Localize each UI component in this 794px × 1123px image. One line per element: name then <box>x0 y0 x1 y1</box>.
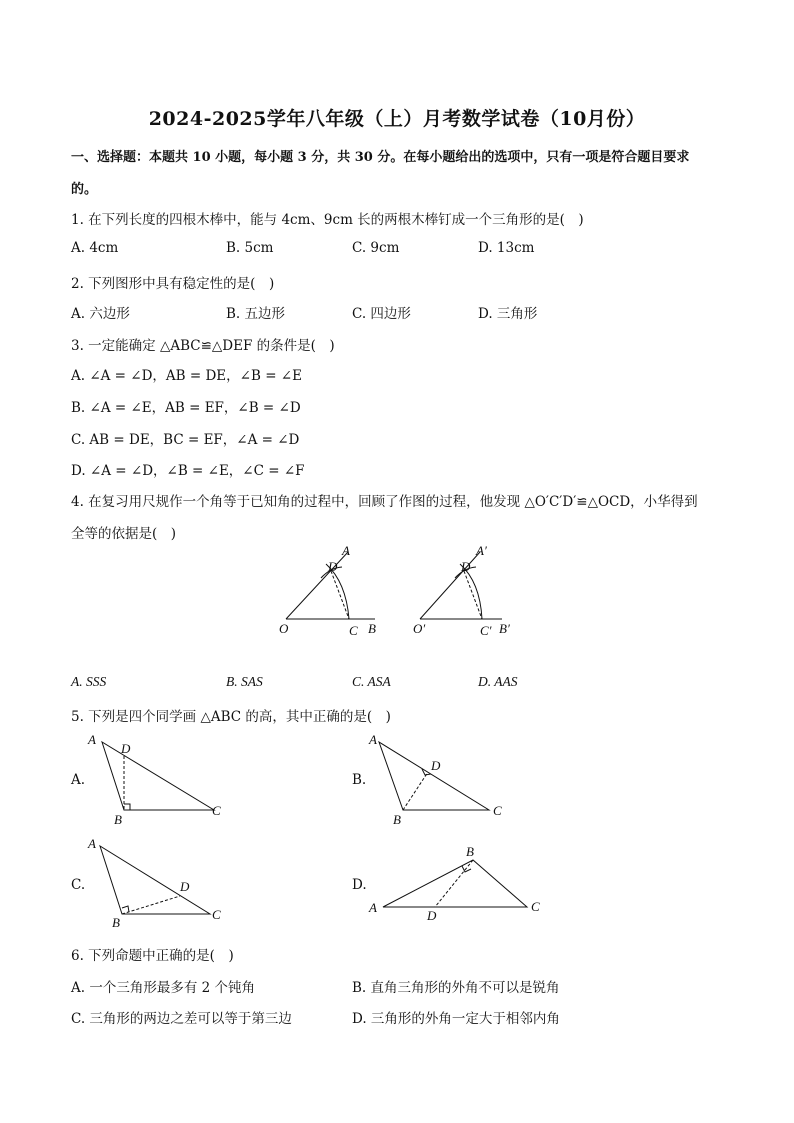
q3-stem: 3. 一定能确定 △ABC≌△DEF 的条件是( ) <box>71 338 335 354</box>
q2-option-a[interactable]: A. 六边形 <box>71 306 130 322</box>
q6-option-d[interactable]: D. 三角形的外角一定大于相邻内角 <box>352 1011 560 1027</box>
label-d: D <box>121 741 131 756</box>
label-a: A <box>88 732 96 747</box>
label-b: B <box>112 915 120 930</box>
q4-figure-left <box>279 543 376 638</box>
section-header-line2: 的。 <box>71 182 98 197</box>
q5-stem: 5. 下列是四个同学画 △ABC 的高，其中正确的是( ) <box>71 709 391 725</box>
label-b: B <box>466 844 474 859</box>
label-b-prime: B′ <box>499 621 510 636</box>
triangle-abc <box>379 742 489 810</box>
altitude-bd <box>403 772 428 810</box>
ray-oa <box>286 552 348 619</box>
label-a: A <box>369 900 377 915</box>
q3-option-a[interactable]: A. ∠A = ∠D，AB = DE，∠B = ∠E <box>71 368 302 384</box>
q4-construction-figure <box>270 540 530 645</box>
label-b: B <box>368 621 376 636</box>
label-d: D <box>328 559 338 574</box>
q5-figure-a <box>84 730 234 830</box>
label-d: D <box>431 758 441 773</box>
label-o-prime: O′ <box>413 621 426 636</box>
q3-option-b[interactable]: B. ∠A = ∠E，AB = EF，∠B = ∠D <box>71 400 301 416</box>
label-c: C <box>349 623 358 638</box>
q4-option-c[interactable]: C. ASA <box>352 674 391 689</box>
q1-option-b[interactable]: B. 5cm <box>226 240 274 256</box>
q5-option-b-label[interactable]: B. <box>352 772 367 788</box>
segment-dc <box>331 571 349 619</box>
q2-stem: 2. 下列图形中具有稳定性的是( ) <box>71 276 275 292</box>
label-b: B <box>114 812 122 827</box>
q2-option-d[interactable]: D. 三角形 <box>478 306 538 322</box>
altitude-bd <box>435 860 473 907</box>
label-c: C <box>212 907 221 922</box>
q1-option-c[interactable]: C. 9cm <box>352 240 400 256</box>
q5-option-a-label[interactable]: A. <box>71 772 86 788</box>
q4-option-a[interactable]: A. SSS <box>71 674 107 689</box>
label-a: A <box>342 543 350 558</box>
right-angle-mark <box>462 866 471 872</box>
triangle-abc <box>102 742 214 810</box>
label-c: C <box>493 803 502 818</box>
q6-option-b[interactable]: B. 直角三角形的外角不可以是锐角 <box>352 980 560 996</box>
q4-option-d[interactable]: D. AAS <box>478 674 518 689</box>
q3-option-c[interactable]: C. AB = DE，BC = EF，∠A = ∠D <box>71 432 300 448</box>
triangle-abc <box>383 860 527 907</box>
q5-figure-d <box>365 840 550 925</box>
q5-option-c-label[interactable]: C. <box>71 877 86 893</box>
label-b: B <box>393 812 401 827</box>
label-c: C <box>212 803 221 818</box>
ray-o-prime-a-prime <box>420 552 480 619</box>
q6-option-c[interactable]: C. 三角形的两边之差可以等于第三边 <box>71 1011 292 1027</box>
q2-option-b[interactable]: B. 五边形 <box>226 306 286 322</box>
altitude-bd <box>122 896 180 914</box>
page-title: 2024-2025学年八年级（上）月考数学试卷（10月份） <box>148 108 646 130</box>
q3-option-d[interactable]: D. ∠A = ∠D，∠B = ∠E，∠C = ∠F <box>71 463 305 479</box>
right-angle-mark <box>124 804 130 810</box>
label-d: D <box>427 908 437 923</box>
segment-d-c-prime <box>464 571 482 619</box>
q4-stem-line2: 全等的依据是( ) <box>71 526 177 542</box>
q4-figure-right <box>413 543 510 638</box>
q2-option-c[interactable]: C. 四边形 <box>352 306 411 322</box>
label-c-prime: C′ <box>480 623 492 638</box>
label-c: C <box>531 899 540 914</box>
label-a-prime: A′ <box>476 543 487 558</box>
triangle-abc <box>100 846 210 914</box>
section-header-line1: 一、选择题：本题共 10 小题，每小题 3 分，共 30 分。在每小题给出的选项中，只有一项是符合题目要求 <box>71 150 690 165</box>
label-a: A <box>369 732 377 747</box>
q1-stem: 1. 在下列长度的四根木棒中，能与 4cm、9cm 长的两根木棒钉成一个三角形的是( ) <box>71 212 584 228</box>
q5-option-d-label[interactable]: D. <box>352 877 367 893</box>
label-a: A <box>88 836 96 851</box>
q1-option-d[interactable]: D. 13cm <box>478 240 535 256</box>
q4-option-b[interactable]: B. SAS <box>226 674 263 689</box>
q1-option-a[interactable]: A. 4cm <box>71 240 119 256</box>
right-angle-mark <box>122 906 129 912</box>
q4-stem-line1: 4. 在复习用尺规作一个角等于已知角的过程中，回顾了作图的过程，他发现 △O′C′D′≌△OCD，小华得到 <box>71 494 698 510</box>
q6-stem: 6. 下列命题中正确的是( ) <box>71 948 234 964</box>
q5-figure-c <box>84 832 234 932</box>
q6-option-a[interactable]: A. 一个三角形最多有 2 个钝角 <box>71 980 256 996</box>
label-d: D <box>180 879 190 894</box>
label-o: O <box>279 621 289 636</box>
q5-figure-b <box>365 730 525 830</box>
label-d-prime-fig: D <box>461 559 471 574</box>
